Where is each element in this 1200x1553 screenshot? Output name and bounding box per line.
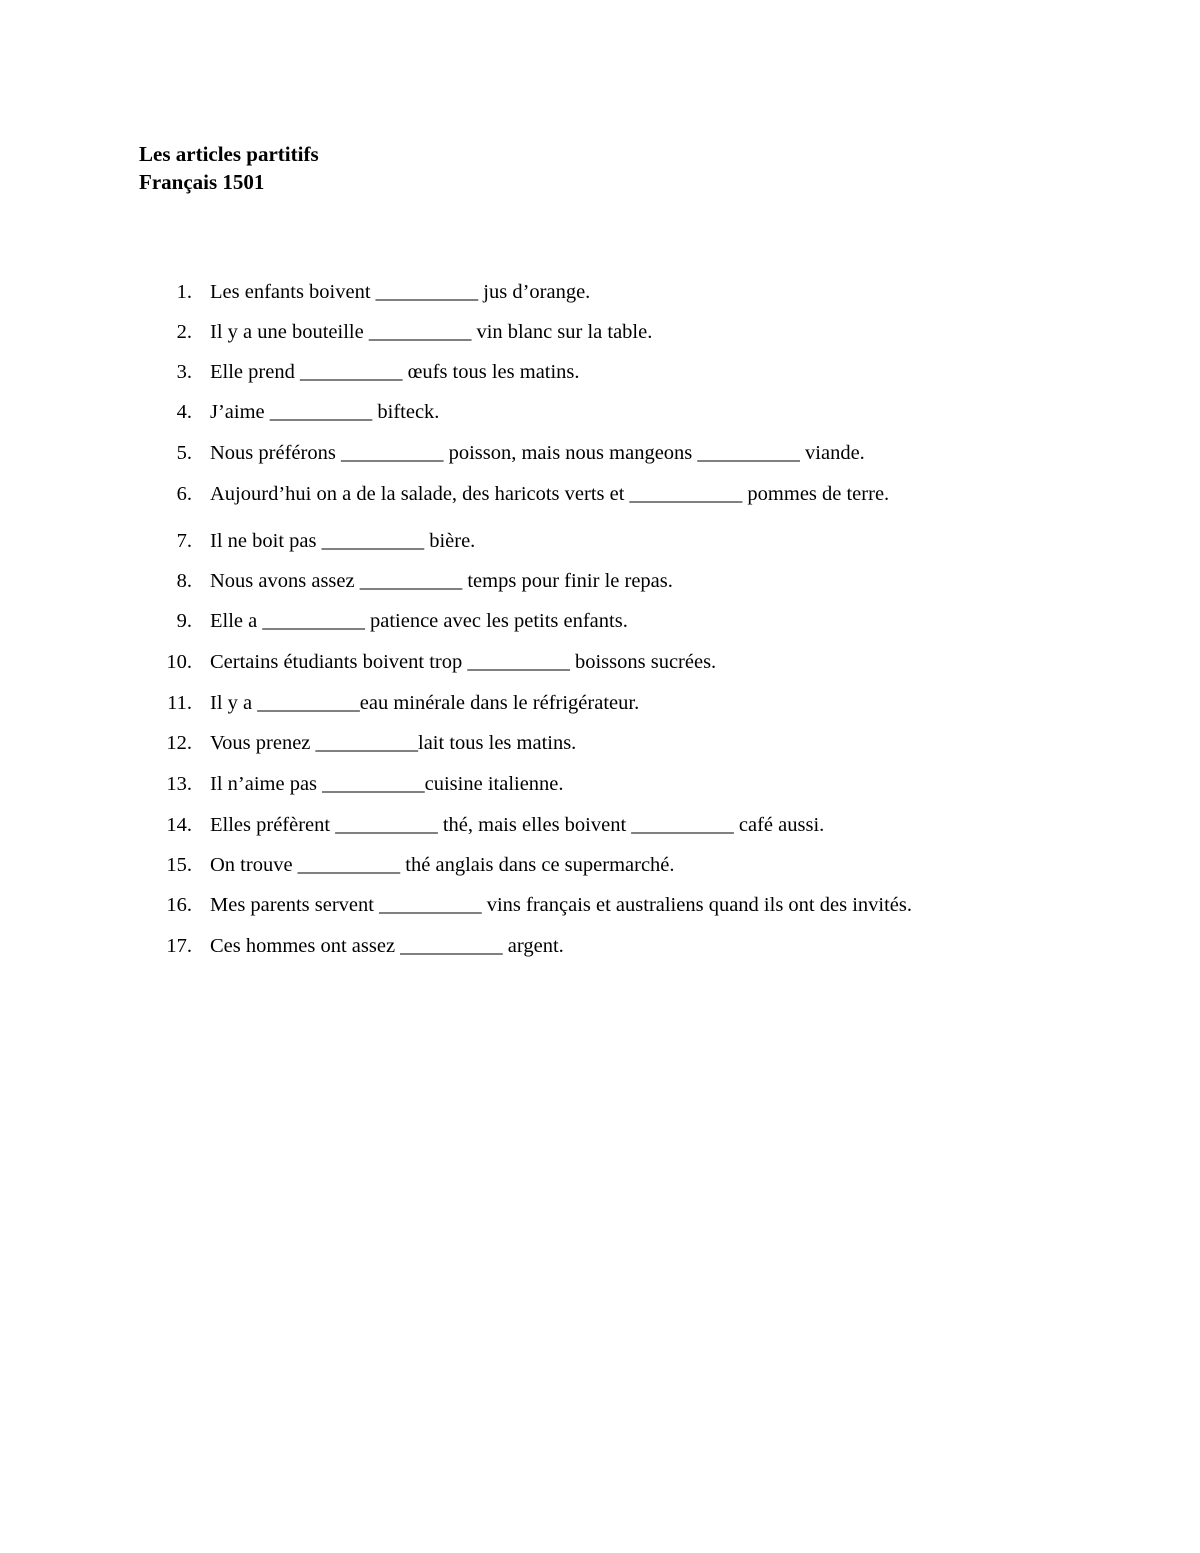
exercise-sentence: Il ne boit pas __________ bière. xyxy=(210,530,476,552)
exercise-number: 12. xyxy=(166,732,192,754)
exercise-number: 10. xyxy=(166,651,192,673)
exercise-sentence: Elle prend __________ œufs tous les matins. xyxy=(210,361,580,383)
exercise-sentence: Les enfants boivent __________ jus d’orange. xyxy=(210,281,591,303)
exercise-number: 1. xyxy=(176,281,192,303)
exercise-number: 13. xyxy=(166,773,192,795)
exercise-number: 15. xyxy=(166,854,192,876)
exercise-sentence: Aujourd’hui on a de la salade, des haricots verts et ___________ pommes de terre. xyxy=(210,483,890,505)
exercise-number: 3. xyxy=(176,361,192,383)
exercise-number: 14. xyxy=(166,814,192,836)
exercise-sentence: Mes parents servent __________ vins français et australiens quand ils ont des invités. xyxy=(210,894,912,916)
exercise-sentence: On trouve __________ thé anglais dans ce supermarché. xyxy=(210,854,675,876)
exercise-sentence: Il y a une bouteille __________ vin blanc sur la table. xyxy=(210,321,653,343)
exercise-sentence: Nous avons assez __________ temps pour finir le repas. xyxy=(210,570,673,592)
exercise-number: 16. xyxy=(166,894,192,916)
exercise-sentence: Ces hommes ont assez __________ argent. xyxy=(210,935,564,957)
exercise-number: 4. xyxy=(176,401,192,423)
exercise-number: 5. xyxy=(176,442,192,464)
exercise-sentence: Elles préfèrent __________ thé, mais elles boivent __________ café aussi. xyxy=(210,814,825,836)
exercise-number: 7. xyxy=(176,530,192,552)
document-header xyxy=(139,140,319,196)
exercise-sentence: Elle a __________ patience avec les petits enfants. xyxy=(210,610,628,632)
exercise-sentence: Vous prenez __________lait tous les matins. xyxy=(210,732,577,754)
exercise-sentence: Il n’aime pas __________cuisine italienne. xyxy=(210,773,564,795)
exercise-number: 17. xyxy=(166,935,192,957)
exercise-number: 2. xyxy=(176,321,192,343)
exercise-number: 9. xyxy=(176,610,192,632)
exercise-sentence: J’aime __________ bifteck. xyxy=(210,401,440,423)
exercise-number: 6. xyxy=(176,483,192,505)
document-title: Les articles partitifs xyxy=(139,142,319,166)
exercise-sentence: Il y a __________eau minérale dans le réfrigérateur. xyxy=(210,692,640,714)
exercise-sentence: Certains étudiants boivent trop __________ boissons sucrées. xyxy=(210,651,717,673)
course-name: Français 1501 xyxy=(139,170,265,194)
exercise-number: 11. xyxy=(167,692,192,714)
exercise-number: 8. xyxy=(176,570,192,592)
exercise-sentence: Nous préférons __________ poisson, mais nous mangeons __________ viande. xyxy=(210,442,865,464)
